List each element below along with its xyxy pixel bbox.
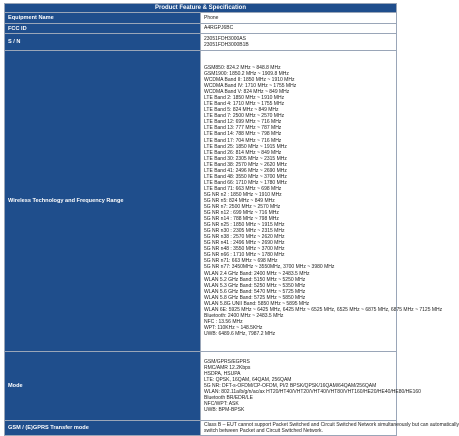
row-label: Wireless Technology and Frequency Range: [5, 51, 201, 352]
value-line: Bluetooth: 2400 MHz ~ 2483.5 MHz: [204, 312, 284, 319]
table-header-row: [5, 4, 397, 13]
value-line: NFC : 13.56 MHz: [204, 318, 243, 325]
value-line: switch between Packet and Circuit Switched Network.: [204, 428, 323, 434]
value-line: NFC/WPT: ASK: [204, 401, 239, 408]
row-label: GSM / (E)GPRS Transfer mode: [5, 421, 201, 436]
value-line: 23051FDH3000B1B: [204, 42, 249, 48]
row-label: Equipment Name: [5, 13, 201, 24]
value-line: LTE Band 66: 1710 MHz ~ 1780 MHz: [204, 179, 287, 186]
value-line: 5G NR n77: 3450MHz ~ 3550MHz, 3700 MHz ~ 3980 MHz: [204, 264, 335, 271]
value-line: GSM850: 824.2 MHz ~ 848.8 MHz: [204, 64, 281, 71]
value-line: 5G NR n71: 663 MHz ~ 698 MHz: [204, 258, 278, 265]
row-value: [201, 352, 421, 421]
table-row: [5, 13, 397, 24]
table-row: [5, 24, 397, 34]
value-line: LTE Band 38: 2570 MHz ~ 2620 MHz: [204, 161, 287, 168]
value-line: 23051FDH3000AS: [204, 35, 246, 42]
value-line: LTE Band 5: 824 MHz ~ 849 MHz: [204, 107, 279, 114]
value-line: WCDMA Band IV: 1710 MHz ~ 1755 MHz: [204, 83, 297, 90]
row-value: [201, 421, 459, 436]
value-line: LTE Band 26: 814 MHz ~ 849 MHz: [204, 149, 282, 156]
row-label: Mode: [5, 352, 201, 421]
value-line: WCDMA Band V: 824 MHz ~ 849 MHz: [204, 89, 290, 96]
row-value: [201, 13, 397, 24]
row-value: [201, 24, 397, 34]
value-line: LTE Band 30: 2305 MHz ~ 2315 MHz: [204, 155, 287, 162]
row-value: [201, 51, 443, 352]
row-value: [201, 34, 397, 51]
value-line: WLAN 5.8G UNII Band: 5850 MHz ~ 5895 MHz: [204, 300, 310, 307]
value-line: WLAN 2.4 GHz Band: 2400 MHz ~ 2483.5 MHz: [204, 270, 310, 277]
value-line: 5G NR n48 : 3550 MHz ~ 3700 MHz: [204, 246, 285, 253]
value-line: 5G NR n2 : 1850 MHz ~ 1910 MHz: [204, 191, 282, 198]
value-line: 5G NR n25 : 1850 MHz ~ 1915 MHz: [204, 222, 285, 229]
table-title: Product Feature & Specification: [5, 4, 397, 13]
value-line: WLAN: 802.11a/b/g/n/ac/ax HT20/HT40/VHT20/VHT40/VHT80/VHT160/HE20/HE40/HE80/HE160: [204, 389, 421, 396]
value-line: LTE: QPSK, 16QAM, 64QAM, 256QAM: [204, 376, 292, 383]
value-line: 5G NR: DFT-s-OFDM/CP-OFDM, PI/2 BPSK/QPSK/16QAM/64QAM/256QAM: [204, 382, 377, 389]
value-line: LTE Band 41: 2496 MHz ~ 2690 MHz: [204, 167, 287, 174]
row-label: FCC ID: [5, 24, 201, 34]
value-line: LTE Band 14: 788 MHz ~ 798 MHz: [204, 131, 282, 138]
value-line: RMC/AMR 12.2Kbps: [204, 364, 251, 371]
spec-table: [4, 3, 459, 436]
value-line: WPT: 110KHz ~ 148.5KHz: [204, 324, 263, 331]
value-line: 5G NR n38 : 2570 MHz ~ 2620 MHz: [204, 234, 285, 241]
value-line: WCDMA Band II: 1850 MHz ~ 1910 MHz: [204, 77, 295, 84]
value-line: Bluetooth BR/EDR/LE: [204, 395, 253, 402]
value-line: 5G NR n14 : 788 MHz ~ 798 MHz: [204, 216, 279, 223]
value-line: 5G NR n5: 824 MHz ~ 849 MHz: [204, 197, 275, 204]
value-line: LTE Band 7: 2500 MHz ~ 2570 MHz: [204, 113, 285, 120]
value-line: 5G NR n41 : 2496 MHz ~ 2690 MHz: [204, 240, 285, 247]
table-row: [5, 34, 397, 51]
value-line: LTE Band 13: 777 MHz ~ 787 MHz: [204, 125, 282, 132]
value-line: WLAN 5.6 GHz Band: 5470 MHz ~ 5725 MHz: [204, 288, 306, 295]
value-line: 5G NR n12 : 699 MHz ~ 716 MHz: [204, 210, 279, 217]
value-line: UWB: BPM-BPSK: [204, 407, 245, 414]
value-line: HSDPA, HSUPA: [204, 370, 241, 377]
value-line: LTE Band 17: 704 MHz ~ 716 MHz: [204, 137, 282, 144]
value-line: UWB: 6489.6 MHz, 7987.2 MHz: [204, 331, 276, 337]
spec-sheet: [4, 3, 459, 436]
value-line: LTE Band 25: 1850 MHz ~ 1915 MHz: [204, 143, 287, 150]
value-line: Class B – EUT cannot support Packet Switched and Circuit Switched Network simultaneously but can automatically: [204, 421, 459, 428]
table-row: [5, 421, 397, 436]
value-line: WLAN 6E: 5925 MHz ~ 6425 MHz, 6425 MHz ~ 6525 MHz, 6525 MHz ~ 6875 MHz, 6875 MHz ~ 7125 MHz: [204, 306, 443, 313]
table-row: [5, 51, 397, 352]
value-line: Phone: [204, 14, 219, 21]
value-line: LTE Band 71: 663 MHz ~ 698 MHz: [204, 185, 282, 192]
value-line: LTE Band 2: 1850 MHz ~ 1910 MHz: [204, 95, 285, 102]
value-line: 5G NR n30 : 2305 MHz ~ 2315 MHz: [204, 228, 285, 235]
value-line: LTE Band 48: 3550 MHz ~ 3700 MHz: [204, 173, 287, 180]
table-row: [5, 352, 397, 421]
value-line: LTE Band 12: 699 MHz ~ 716 MHz: [204, 119, 282, 126]
value-line: 5G NR n7: 2500 MHz ~ 2570 MHz: [204, 204, 281, 211]
value-line: GSM1900: 1850.2 MHz ~ 1909.8 MHz: [204, 70, 289, 77]
value-line: WLAN 5.3 GHz Band: 5250 MHz ~ 5350 MHz: [204, 282, 306, 289]
value-line: WLAN 5.2 GHz Band: 5150 MHz ~ 5250 MHz: [204, 276, 306, 283]
value-line: A4RGPJ6BC: [204, 25, 234, 32]
row-label: S / N: [5, 34, 201, 51]
value-line: 5G NR n66 : 1710 MHz ~ 1780 MHz: [204, 252, 285, 259]
value-line: GSM/GPRS/EGPRS: [204, 358, 250, 365]
value-line: WLAN 5.8 GHz Band: 5725 MHz ~ 5850 MHz: [204, 294, 306, 301]
value-line: LTE Band 4: 1710 MHz ~ 1755 MHz: [204, 101, 285, 108]
